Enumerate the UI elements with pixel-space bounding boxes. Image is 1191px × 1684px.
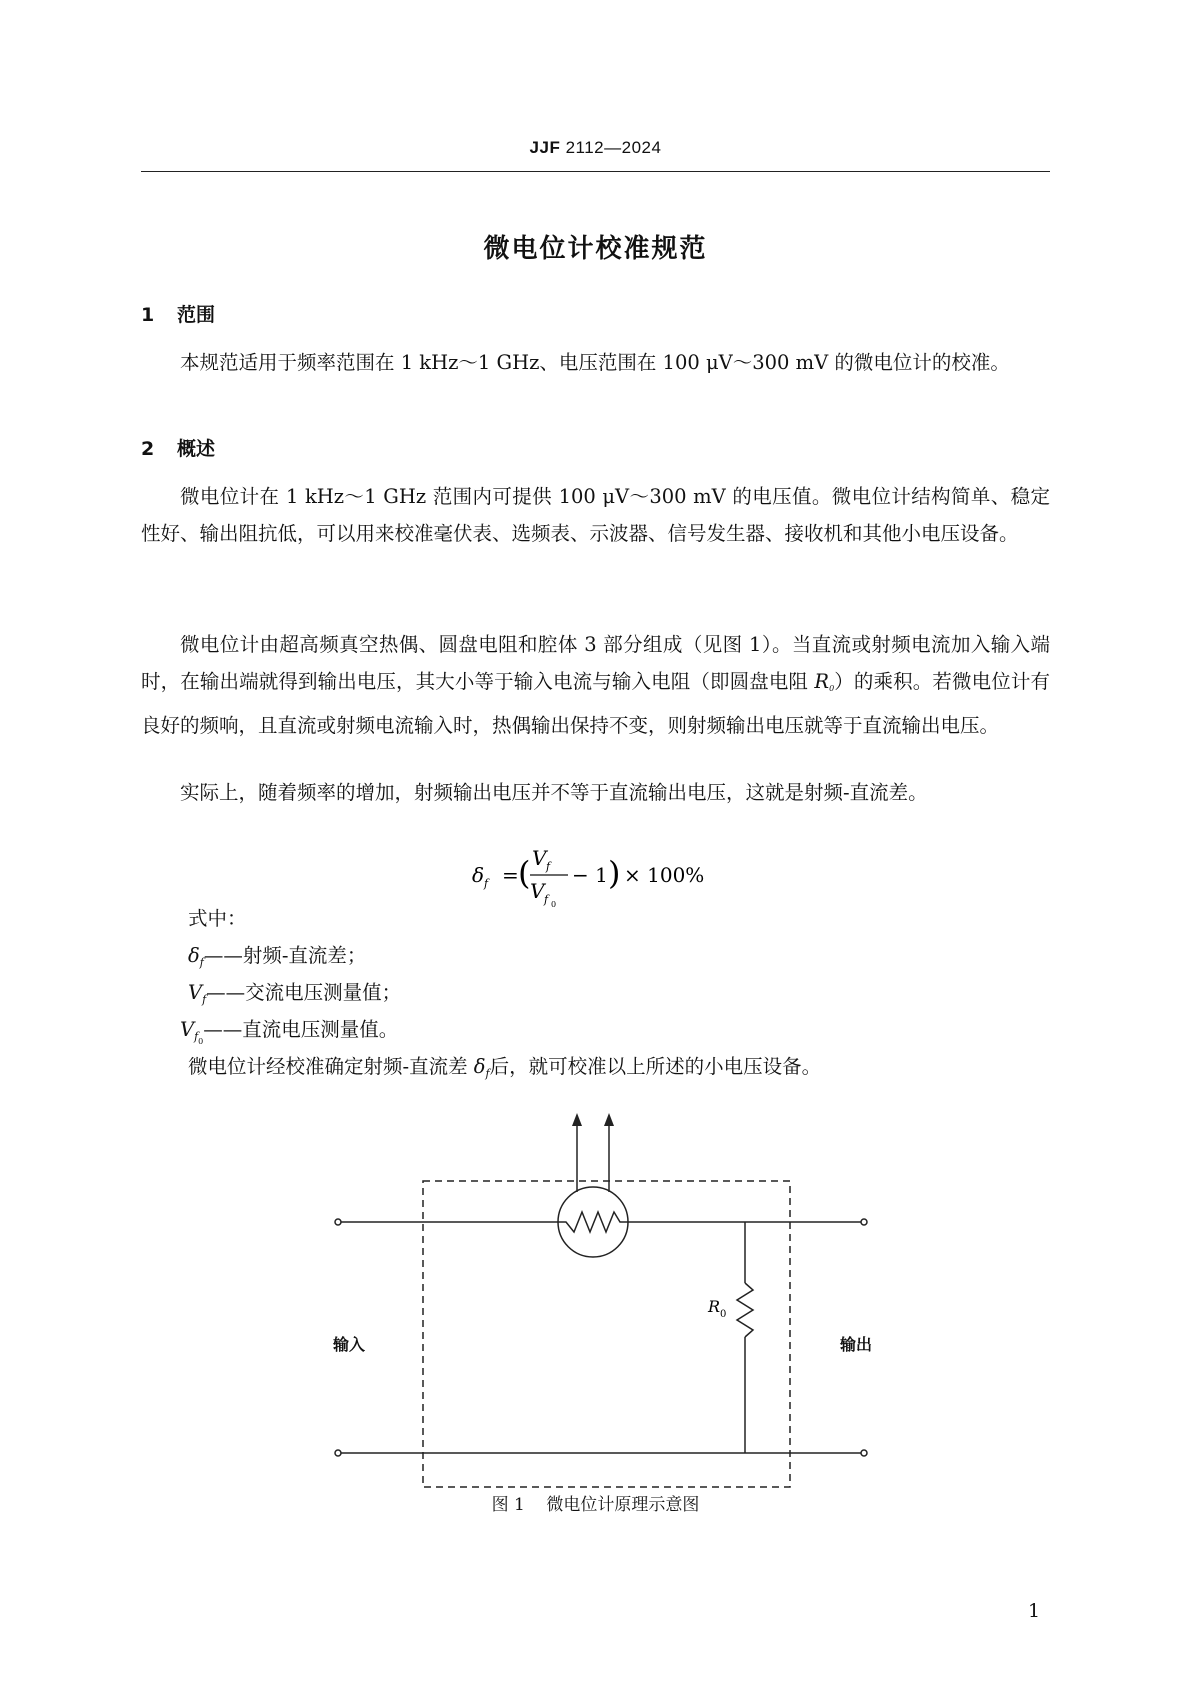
where-closing: 微电位计经校准确定射频-直流差 $\delta_f$后，就可校准以上所述的小电压设备。 — [188, 1055, 822, 1080]
section-2-paragraph-1: 微电位计在 1 kHz～1 GHz 范围内可提供 100 μV～300 mV 的电压值。微电位计结构简单、稳定性好、输出阻抗低，可以用来校准毫伏表、选频表、示波器、信号发生器、接收机和其他小电压设备。 — [141, 485, 1050, 545]
formula-rparen: ) — [608, 854, 621, 892]
code-prefix: JJF — [529, 138, 561, 157]
output-terminal-bottom — [861, 1450, 867, 1456]
where-item-delta: $\delta_f——$射频-直流差； — [188, 944, 367, 969]
input-terminal-bottom — [335, 1450, 341, 1456]
where-item-vf0: $V_{f0}——$直流电压测量值。 — [180, 1018, 399, 1046]
resistor-label-sub: 0 — [720, 1309, 727, 1320]
formula-num-sub: f — [546, 860, 551, 873]
input-label: 输入 — [333, 1335, 366, 1354]
section-2-paragraph-3: 实际上，随着频率的增加，射频输出电压并不等于直流输出电压，这就是射频-直流差。 — [180, 781, 928, 804]
arrow-up-icon — [572, 1113, 582, 1126]
page-number: 1 — [1028, 1600, 1041, 1622]
section-title: 概述 — [177, 438, 216, 460]
formula-equals: = — [502, 863, 519, 887]
section-title: 范围 — [177, 304, 216, 326]
formula-den-v: V — [530, 879, 545, 903]
document-title: 微电位计校准规范 — [483, 234, 708, 264]
input-terminal-top — [335, 1219, 341, 1225]
code-rest: 2112—2024 — [560, 138, 662, 157]
output-label: 输出 — [840, 1335, 873, 1354]
paragraph-2-text-a: 微电位计由超高频真空热偶、圆盘电阻和腔体 3 部分组成（见图 1）。当直流或射频电流加入输入端时，在输出端就得到输出电压，其大小等于输入电流与输入电阻（即圆盘电阻 — [141, 633, 1050, 693]
resistor-icon — [737, 1283, 753, 1337]
formula-num-v: V — [532, 846, 547, 870]
figure-caption — [0, 1490, 1191, 1515]
where-item-vf: $V_f——$交流电压测量值； — [188, 981, 402, 1006]
section-1-paragraph: 本规范适用于频率范围在 1 kHz～1 GHz、电压范围在 100 μV～300 mV 的微电位计的校准。 — [180, 351, 1010, 374]
section-number: 1 — [141, 304, 155, 326]
resistor-label: R — [708, 1297, 721, 1316]
formula-den-sub: f — [544, 893, 549, 906]
caption-text: 微电位计原理示意图 — [546, 1495, 700, 1515]
formula-delta-sub: f — [484, 877, 489, 890]
output-terminal-top — [861, 1219, 867, 1225]
section-number: 2 — [141, 438, 155, 460]
thermocouple-icon — [558, 1187, 628, 1257]
formula-delta: δ — [472, 863, 485, 887]
r0-symbol: R0 — [814, 670, 835, 693]
arrow-up-icon — [604, 1113, 614, 1126]
formula-times-100: × 100% — [624, 863, 705, 887]
paragraph-2-text-b: ）的乘积。若微电位计有良好的频响，且直流或射频电流输入时，热偶输出保持不变，则射频输出电压就等于直流输出电压。 — [141, 670, 1050, 737]
formula-lparen: ( — [518, 854, 531, 892]
where-intro: 式中： — [188, 907, 247, 930]
formula-den-subsub: 0 — [551, 900, 557, 908]
formula-minus-one: − 1 — [572, 863, 608, 887]
caption-number: 图 1 — [491, 1495, 525, 1515]
